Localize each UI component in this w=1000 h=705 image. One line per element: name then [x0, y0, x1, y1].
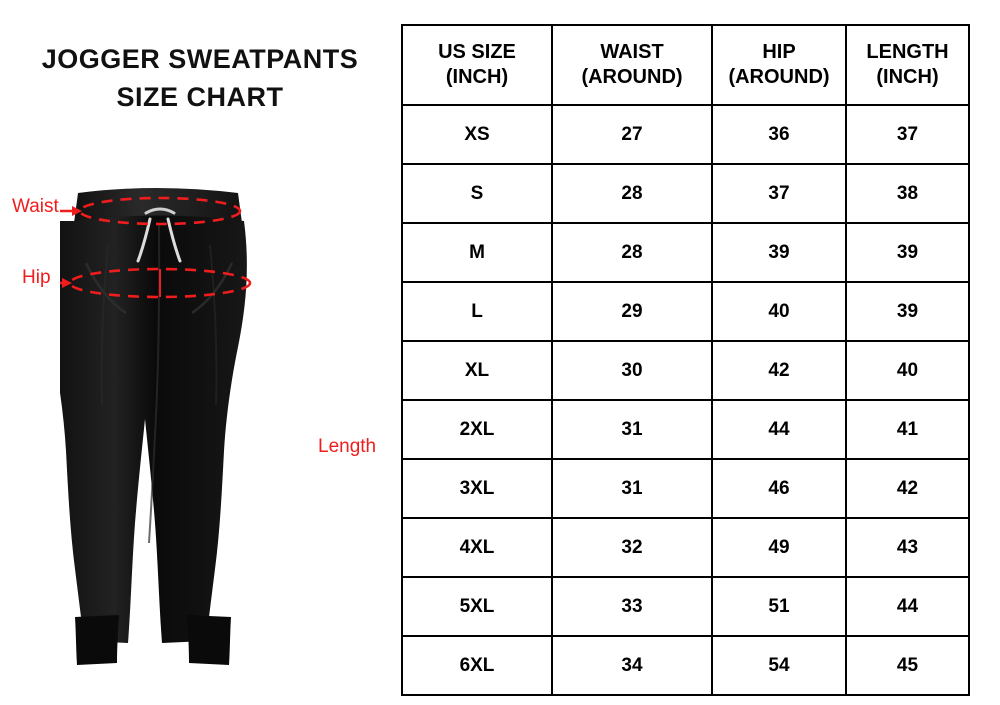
cell-length: 44	[846, 577, 969, 636]
table-row	[402, 518, 969, 577]
cell-size: XS	[402, 105, 552, 164]
cell-hip: 40	[712, 282, 846, 341]
cell-size: 4XL	[402, 518, 552, 577]
cell-length: 37	[846, 105, 969, 164]
column-header-length-line1: LENGTH	[866, 41, 949, 63]
table-row	[402, 459, 969, 518]
cell-size: 6XL	[402, 636, 552, 695]
cell-hip: 54	[712, 636, 846, 695]
table-row	[402, 577, 969, 636]
page-title	[0, 40, 400, 116]
cell-hip: 51	[712, 577, 846, 636]
column-header-length-line2: (INCH)	[876, 66, 939, 88]
cell-hip: 36	[712, 105, 846, 164]
cell-hip: 49	[712, 518, 846, 577]
cell-waist: 33	[552, 577, 712, 636]
cell-size: L	[402, 282, 552, 341]
table-header-row	[402, 25, 969, 105]
cell-hip: 44	[712, 400, 846, 459]
table-row	[402, 400, 969, 459]
table-row	[402, 636, 969, 695]
waist-annotation-label: Waist	[12, 196, 59, 217]
cell-waist: 31	[552, 400, 712, 459]
column-header-hip-line1: HIP	[762, 41, 796, 63]
cell-length: 43	[846, 518, 969, 577]
cell-waist: 29	[552, 282, 712, 341]
table-row	[402, 164, 969, 223]
table-row	[402, 105, 969, 164]
cell-hip: 46	[712, 459, 846, 518]
cell-size: 3XL	[402, 459, 552, 518]
table-header	[402, 25, 969, 105]
cell-size: S	[402, 164, 552, 223]
cell-size: 2XL	[402, 400, 552, 459]
size-chart-table-wrapper	[401, 24, 968, 692]
cell-hip: 42	[712, 341, 846, 400]
size-chart-table	[401, 24, 970, 696]
table-row	[402, 341, 969, 400]
table-row	[402, 282, 969, 341]
column-header-waist-line2: (AROUND)	[581, 66, 683, 88]
cell-length: 45	[846, 636, 969, 695]
column-header-hip	[712, 25, 846, 105]
cell-length: 41	[846, 400, 969, 459]
table-row	[402, 223, 969, 282]
column-header-us-size-line1: US SIZE	[438, 41, 516, 63]
column-header-waist-line1: WAIST	[600, 41, 664, 63]
cell-waist: 31	[552, 459, 712, 518]
cell-hip: 39	[712, 223, 846, 282]
cell-length: 42	[846, 459, 969, 518]
cell-waist: 27	[552, 105, 712, 164]
cell-size: 5XL	[402, 577, 552, 636]
table-body	[402, 105, 969, 695]
length-annotation-label: Length	[318, 436, 377, 457]
cell-size: XL	[402, 341, 552, 400]
column-header-us-size-line2: (INCH)	[445, 66, 509, 88]
cell-waist: 28	[552, 223, 712, 282]
cell-waist: 28	[552, 164, 712, 223]
column-header-us-size	[402, 25, 552, 105]
cell-size: M	[402, 223, 552, 282]
illustration-panel	[0, 0, 400, 705]
cell-length: 40	[846, 341, 969, 400]
cell-waist: 34	[552, 636, 712, 695]
column-header-hip-line2: (AROUND)	[728, 66, 830, 88]
cell-waist: 32	[552, 518, 712, 577]
cell-length: 39	[846, 223, 969, 282]
cell-length: 38	[846, 164, 969, 223]
title-line-1: JOGGER SWEATPANTS	[41, 44, 359, 74]
title-line-2: SIZE CHART	[116, 82, 284, 112]
joggers-illustration	[60, 185, 290, 675]
hip-annotation-label: Hip	[22, 267, 51, 288]
cell-length: 39	[846, 282, 969, 341]
column-header-waist	[552, 25, 712, 105]
cell-hip: 37	[712, 164, 846, 223]
column-header-length	[846, 25, 969, 105]
cell-waist: 30	[552, 341, 712, 400]
